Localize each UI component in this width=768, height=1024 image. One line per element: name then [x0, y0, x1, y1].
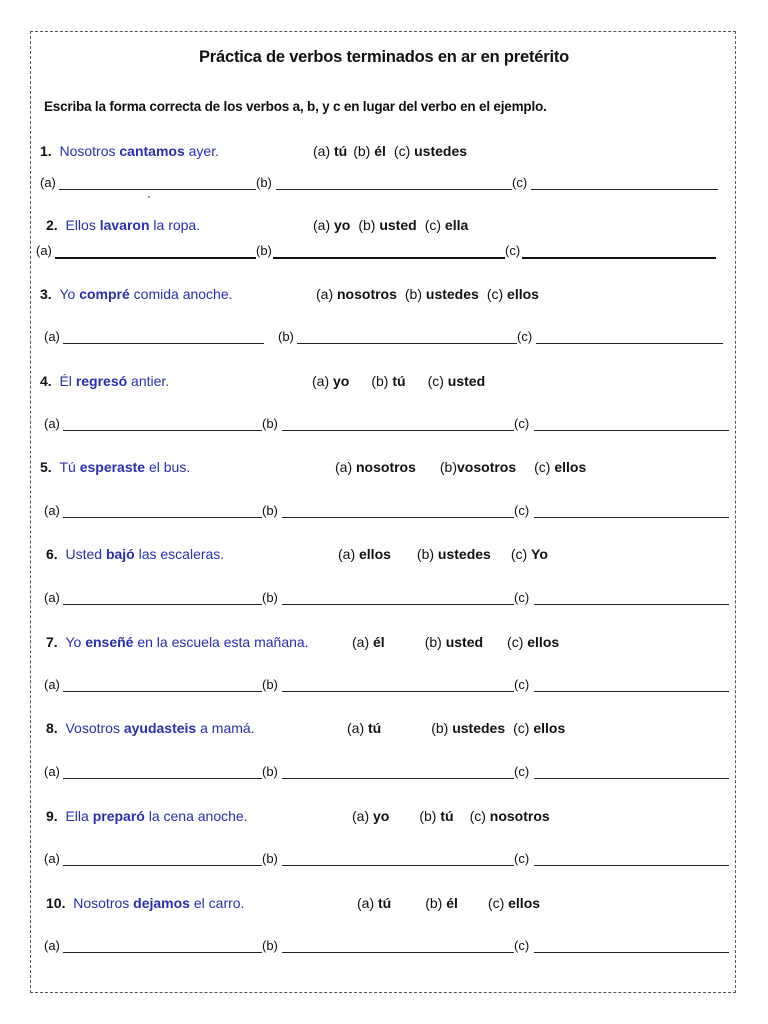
answer-blank-c[interactable]: [534, 691, 729, 692]
option-pronoun: ellos: [359, 546, 391, 562]
option-pronoun: nosotros: [489, 808, 550, 824]
question-8: [46, 720, 255, 736]
question-number: 4.: [40, 373, 60, 389]
question-verb: lavaron: [99, 217, 150, 233]
answer-label-b: (b): [262, 764, 278, 779]
question-number: 10.: [46, 895, 74, 911]
option-pronoun: ellos: [554, 459, 587, 475]
answer-label-c: (c): [514, 938, 530, 953]
option-tag: (b): [439, 459, 458, 475]
answer-label-c: (c): [514, 590, 530, 605]
question-text-start: Vosotros: [65, 720, 124, 736]
option-tag: (c): [427, 373, 448, 389]
option-tag: (b): [404, 286, 426, 302]
option-pronoun: ella: [444, 217, 469, 233]
pronoun-option-a: [357, 895, 391, 911]
option-tag: (a): [338, 546, 359, 562]
option-pronoun: Yo: [531, 546, 548, 562]
question-verb: cantamos: [119, 143, 185, 159]
option-tag: (a): [335, 459, 356, 475]
option-pronoun: usted: [445, 634, 484, 650]
question-verb: compré: [79, 286, 130, 302]
option-tag: (c): [393, 143, 415, 159]
answer-row-10: [0, 938, 768, 956]
question-text-start: Tú: [59, 459, 80, 475]
question-number: 7.: [46, 634, 66, 650]
answer-blank-a[interactable]: [63, 343, 264, 344]
option-pronoun: yo: [373, 808, 390, 824]
pronoun-option-b: [440, 459, 516, 475]
question-6: [46, 546, 224, 562]
answer-label-b: (b): [262, 677, 278, 692]
pronoun-options-10: [357, 895, 540, 911]
option-tag: (a): [352, 808, 373, 824]
option-pronoun: ellos: [508, 895, 541, 911]
answer-blank-c[interactable]: [534, 430, 729, 431]
answer-blank-a[interactable]: [63, 691, 262, 692]
answer-blank-b[interactable]: [282, 778, 514, 779]
option-pronoun: ustedes: [452, 720, 506, 736]
answer-blank-a[interactable]: [63, 952, 262, 953]
option-pronoun: yo: [334, 217, 351, 233]
answer-blank-a[interactable]: [63, 517, 262, 518]
option-tag: (a): [357, 895, 378, 911]
answer-blank-a[interactable]: [59, 189, 256, 190]
question-7: [46, 634, 309, 650]
answer-label-a: (a): [44, 416, 60, 431]
question-2: [46, 217, 200, 233]
answer-blank-b[interactable]: [276, 189, 512, 190]
option-pronoun: ellos: [507, 286, 539, 302]
answer-row-9: [0, 851, 768, 869]
option-pronoun: él: [373, 634, 385, 650]
answer-label-a: (a): [44, 677, 60, 692]
pronoun-options-6: [338, 546, 548, 562]
question-verb: bajó: [105, 546, 135, 562]
pronoun-option-c: [425, 217, 469, 233]
answer-label-c: (c): [514, 764, 530, 779]
option-pronoun: tú: [378, 895, 392, 911]
pronoun-option-c: [513, 720, 565, 736]
option-tag: (a): [312, 373, 333, 389]
question-text-start: Nosotros: [59, 143, 120, 159]
pronoun-option-a: [352, 634, 385, 650]
option-tag: (b): [424, 634, 446, 650]
answer-row-1: [0, 175, 768, 193]
question-text-start: Yo: [59, 286, 80, 302]
answer-row-6: [0, 590, 768, 608]
pronoun-options-8: [347, 720, 565, 736]
question-3: [40, 286, 233, 302]
answer-blank-a[interactable]: [55, 257, 256, 259]
question-1: [40, 143, 219, 159]
option-tag: (b): [358, 217, 380, 233]
pronoun-option-b: [353, 143, 386, 159]
answer-label-c: (c): [514, 677, 530, 692]
question-number: 8.: [46, 720, 66, 736]
option-tag: (a): [347, 720, 368, 736]
answer-blank-c[interactable]: [536, 343, 723, 344]
option-tag: (c): [486, 286, 508, 302]
option-pronoun: tú: [334, 143, 348, 159]
pronoun-option-b: [431, 720, 505, 736]
pronoun-option-b: [371, 373, 405, 389]
pronoun-option-c: [534, 459, 586, 475]
option-pronoun: ellos: [533, 720, 566, 736]
option-pronoun: tú: [440, 808, 454, 824]
answer-label-a: (a): [44, 764, 60, 779]
answer-label-a: (a): [44, 590, 60, 605]
answer-blank-c[interactable]: [534, 517, 729, 518]
pronoun-options-3: [316, 286, 539, 302]
answer-row-3: [0, 329, 768, 347]
option-pronoun: usted: [379, 217, 417, 233]
option-tag: (c): [424, 217, 445, 233]
question-text-start: Yo: [65, 634, 86, 650]
answer-label-c: (c): [517, 329, 533, 344]
question-10: [46, 895, 244, 911]
question-verb: preparó: [92, 808, 145, 824]
question-5: [40, 459, 190, 475]
answer-label-b: (b): [262, 590, 278, 605]
question-text-end: las escaleras.: [134, 546, 225, 562]
answer-row-5: [0, 503, 768, 521]
answer-blank-b[interactable]: [282, 865, 514, 866]
answer-label-b: (b): [262, 416, 278, 431]
option-tag: (c): [487, 895, 509, 911]
pronoun-option-c: [507, 634, 559, 650]
question-9: [46, 808, 248, 824]
answer-blank-b[interactable]: [297, 343, 517, 344]
option-pronoun: vosotros: [457, 459, 517, 475]
pronoun-option-b: [405, 286, 479, 302]
option-pronoun: tú: [368, 720, 382, 736]
instructions: Escriba la forma correcta de los verbos a, b, y c en lugar del verbo en el ejemplo.: [44, 99, 547, 114]
option-tag: (b): [419, 808, 441, 824]
pronoun-options-4: [312, 373, 485, 389]
pronoun-option-b: [358, 217, 416, 233]
question-text-end: comida anoche.: [129, 286, 233, 302]
pronoun-options-2: [313, 217, 468, 233]
pronoun-option-c: [394, 143, 467, 159]
option-pronoun: tú: [392, 373, 406, 389]
stray-dot: [148, 196, 150, 198]
answer-label-a: (a): [44, 503, 60, 518]
option-tag: (a): [352, 634, 373, 650]
answer-label-c: (c): [514, 416, 530, 431]
question-text-start: Ellos: [65, 217, 100, 233]
question-text-end: a mamá.: [196, 720, 255, 736]
answer-blank-c[interactable]: [534, 604, 729, 605]
option-tag: (a): [313, 143, 334, 159]
answer-blank-a[interactable]: [63, 430, 262, 431]
question-verb: esperaste: [79, 459, 146, 475]
answer-label-c: (c): [514, 851, 530, 866]
question-text-end: ayer.: [184, 143, 219, 159]
answer-row-8: [0, 764, 768, 782]
pronoun-option-a: [347, 720, 381, 736]
option-pronoun: él: [374, 143, 386, 159]
question-text-start: Usted: [65, 546, 106, 562]
pronoun-option-b: [425, 634, 483, 650]
question-text-end: en la escuela esta mañana.: [133, 634, 309, 650]
answer-label-c: (c): [505, 243, 521, 258]
pronoun-option-c: [470, 808, 550, 824]
answer-blank-b[interactable]: [273, 257, 505, 259]
option-tag: (c): [513, 720, 534, 736]
pronoun-options-5: [335, 459, 586, 475]
answer-label-a: (a): [44, 851, 60, 866]
question-number: 3.: [40, 286, 60, 302]
option-tag: (a): [316, 286, 337, 302]
answer-label-a: (a): [36, 243, 52, 258]
pronoun-option-c: [428, 373, 486, 389]
pronoun-option-b: [417, 546, 491, 562]
answer-label-b: (b): [262, 938, 278, 953]
option-pronoun: ustedes: [437, 546, 491, 562]
pronoun-option-a: [335, 459, 416, 475]
option-tag: (a): [313, 217, 334, 233]
question-verb: ayudasteis: [123, 720, 197, 736]
option-pronoun: usted: [447, 373, 486, 389]
option-pronoun: nosotros: [356, 459, 416, 475]
answer-blank-b[interactable]: [282, 952, 514, 953]
question-number: 1.: [40, 143, 60, 159]
pronoun-option-c: [511, 546, 548, 562]
answer-row-4: [0, 416, 768, 434]
option-tag: (b): [416, 546, 438, 562]
question-verb: dejamos: [133, 895, 190, 911]
answer-label-a: (a): [44, 329, 60, 344]
question-text-end: la ropa.: [149, 217, 201, 233]
answer-row-7: [0, 677, 768, 695]
answer-label-a: (a): [40, 175, 56, 190]
question-text-end: el carro.: [189, 895, 245, 911]
option-pronoun: ustedes: [425, 286, 479, 302]
answer-blank-b[interactable]: [282, 430, 514, 431]
option-pronoun: él: [446, 895, 458, 911]
answer-label-b: (b): [256, 243, 272, 258]
answer-row-2: [0, 243, 768, 261]
option-pronoun: ellos: [527, 634, 560, 650]
pronoun-option-a: [338, 546, 391, 562]
question-text-start: Ella: [65, 808, 93, 824]
pronoun-option-a: [316, 286, 397, 302]
answer-label-b: (b): [256, 175, 272, 190]
question-verb: regresó: [75, 373, 128, 389]
question-text-end: la cena anoche.: [144, 808, 248, 824]
answer-blank-c[interactable]: [522, 257, 716, 259]
pronoun-option-c: [488, 895, 540, 911]
option-tag: (b): [431, 720, 453, 736]
answer-blank-c[interactable]: [534, 865, 729, 866]
page-title: Práctica de verbos terminados en ar en pretérito: [198, 48, 570, 66]
question-4: [40, 373, 169, 389]
pronoun-options-1: [313, 143, 467, 159]
answer-label-b: (b): [278, 329, 294, 344]
option-tag: (b): [425, 895, 447, 911]
question-text-start: Él: [59, 373, 76, 389]
question-number: 9.: [46, 808, 66, 824]
option-tag: (c): [510, 546, 532, 562]
question-number: 6.: [46, 546, 66, 562]
pronoun-option-a: [352, 808, 389, 824]
answer-blank-c[interactable]: [534, 778, 729, 779]
answer-blank-a[interactable]: [63, 604, 262, 605]
question-number: 5.: [40, 459, 60, 475]
option-tag: (c): [469, 808, 490, 824]
option-tag: (b): [353, 143, 375, 159]
pronoun-option-a: [313, 217, 350, 233]
answer-blank-a[interactable]: [63, 865, 262, 866]
option-tag: (b): [371, 373, 393, 389]
answer-label-b: (b): [262, 503, 278, 518]
option-tag: (c): [507, 634, 528, 650]
pronoun-options-9: [352, 808, 550, 824]
answer-label-b: (b): [262, 851, 278, 866]
option-pronoun: yo: [333, 373, 350, 389]
pronoun-option-a: [312, 373, 349, 389]
option-pronoun: ustedes: [414, 143, 468, 159]
answer-blank-c[interactable]: [531, 189, 718, 190]
answer-blank-a[interactable]: [63, 778, 262, 779]
pronoun-option-b: [419, 808, 453, 824]
answer-blank-b[interactable]: [282, 604, 514, 605]
question-text-end: antier.: [127, 373, 170, 389]
answer-label-c: (c): [514, 503, 530, 518]
pronoun-option-b: [425, 895, 458, 911]
pronoun-option-a: [313, 143, 347, 159]
answer-label-c: (c): [512, 175, 528, 190]
question-text-end: el bus.: [145, 459, 191, 475]
pronoun-option-c: [487, 286, 539, 302]
answer-label-a: (a): [44, 938, 60, 953]
question-number: 2.: [46, 217, 66, 233]
answer-blank-c[interactable]: [534, 952, 729, 953]
answer-blank-b[interactable]: [282, 517, 514, 518]
question-text-start: Nosotros: [73, 895, 134, 911]
option-tag: (c): [534, 459, 555, 475]
pronoun-options-7: [352, 634, 559, 650]
option-pronoun: nosotros: [337, 286, 397, 302]
answer-blank-b[interactable]: [282, 691, 514, 692]
question-verb: enseñé: [85, 634, 134, 650]
